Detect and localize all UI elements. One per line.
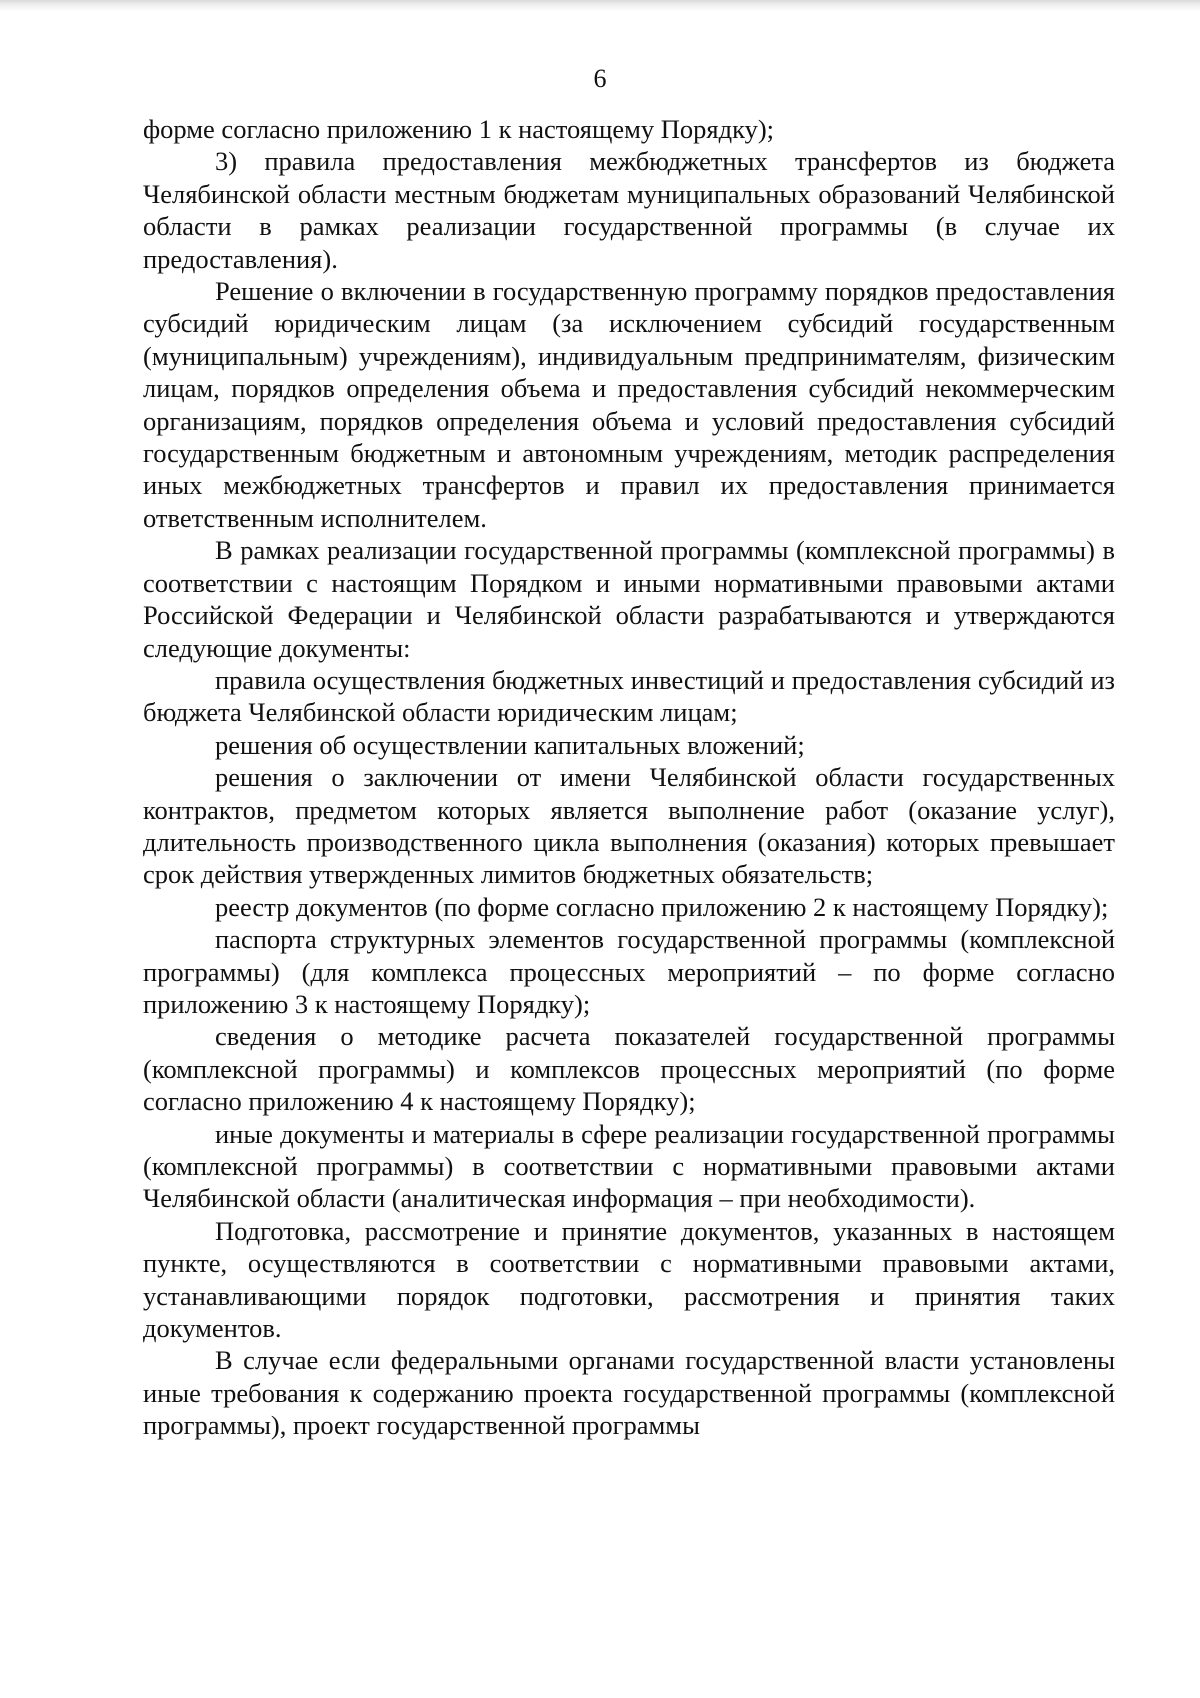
scan-edge (0, 0, 1200, 12)
paragraph-documents-intro: В рамках реализации государственной программы (комплексной программы) в соответствии с настоящим Порядком и иными нормативными правовыми актами Российской Федерации и Челябинской области разрабатываются и утверждаются следующие документы: (143, 535, 1115, 663)
list-item-passports: паспорта структурных элементов государственной программы (комплексной программы) (для комплекса процессных мероприятий – по форме согласно приложению 3 к настоящему Порядку); (143, 924, 1115, 1019)
list-item-capital-investments: решения об осуществлении капитальных вложений; (215, 729, 805, 760)
list-item-methodology: сведения о методике расчета показателей государственной программы (комплексной программы) и комплексов процессных мероприятий (по форме согласно приложению 4 к настоящему Порядку); (143, 1021, 1115, 1117)
list-item-state-contracts: решения о заключении от имени Челябинской области государственных контрактов, предметом которых является выполнение работ (оказание услуг), длительность производственного цикла выполнения (оказания) которых превышает срок действия утвержденных лимитов бюджетных обязательств; (143, 762, 1115, 890)
paragraph-federal-requirements: В случае если федеральными органами государственной власти установлены иные требования к содержанию проекта государственной программы (комплексной программы), проект государственной программы (143, 1345, 1115, 1441)
list-item-other-documents: иные документы и материалы в сфере реализации государственной программы (комплексной программы) в соответствии с нормативными правовыми актами Челябинской области (аналитическая информация – при необходимости). (143, 1118, 1115, 1214)
document-body (143, 113, 1115, 1442)
list-item-documents-register: реестр документов (по форме согласно приложению 2 к настоящему Порядку); (215, 891, 1109, 922)
paragraph-preparation: Подготовка, рассмотрение и принятие документов, указанных в настоящем пункте, осуществляются в соответствии с нормативными правовыми актами, устанавливающими порядок подготовки, рассмотрения и принятия таких документов. (143, 1215, 1115, 1344)
paragraph-decision-inclusion: Решение о включении в государственную программу порядков предоставления субсидий юридическим лицам (за исключением субсидий государственным (муниципальным) учреждениям), индивидуальным предпринимателям, физическим лицам, порядков определения объема и предоставления субсидий некоммерческим организациям, порядков определения объема и условий предоставления субсидий государственным бюджетным и автономным учреждениям, методик распределения иных межбюджетных трансфертов и правил их предоставления принимается ответственным исполнителем. (143, 276, 1115, 533)
list-item-investment-rules: правила осуществления бюджетных инвестиций и предоставления субсидий из бюджета Челябинской области юридическим лицам; (143, 664, 1115, 728)
paragraph-item-3: 3) правила предоставления межбюджетных трансфертов из бюджета Челябинской области местным бюджетам муниципальных образований Челябинской области в рамках реализации государственной программы (в случае их предоставления). (143, 146, 1115, 274)
paragraph-continuation: форме согласно приложению 1 к настоящему Порядку); (143, 114, 775, 144)
page-number: 6 (593, 64, 607, 93)
